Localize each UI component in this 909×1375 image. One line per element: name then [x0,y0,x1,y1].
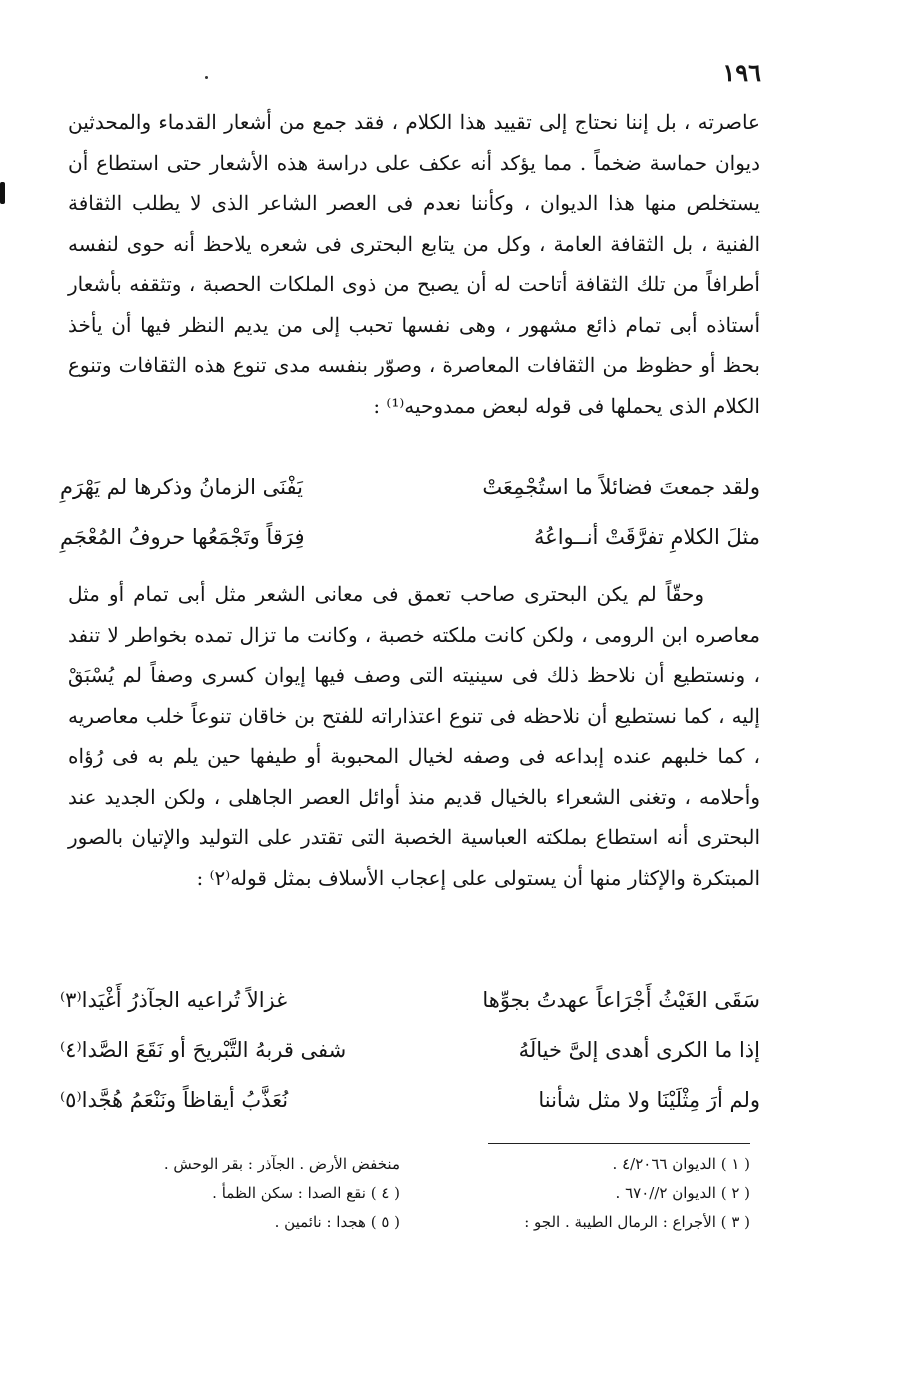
verse-hemistich-second: فِرَقاً وتَجْمَعُها حروفُ المُعْجَمِ [60,525,305,549]
footnote: ( ١ ) الديوان ٤/٢٠٦٦ . [612,1155,750,1173]
footnotes-column-right [420,1150,750,1237]
page-number: ١٩٦ [722,58,761,87]
margin-mark [0,182,5,204]
footnote: ( ٤ ) نقع الصدا : سكن الظمأ . [212,1184,400,1202]
verse-hemistich-second: نُعَذَّبُ أيقاظاً ونَنْعَمُ هُجَّدا⁽٥⁾ [60,1088,289,1112]
verse-line [60,462,760,512]
verse-block-2 [60,975,760,1125]
paragraph-2: وحقّاً لم يكن البحترى صاحب تعمق فى معانى الشعر مثل أبى تمام أو مثل معاصره ابن الرومى ، ولكن كانت ملكته خصبة ، وكانت ما تزال تمده بخواطر لا تنفد ، ونستطيع أن نلاحظ ذلك فى سينيته التى وصف فيها إيوان كسرى وصفاً لم يُسْبَقْ إليه ، كما نستطيع أن نلاحظه فى تنوع اعتذاراته للفتح بن خاقان تنوعاً خلب معاصريه ، كما خلبهم عنده إبداعه فى وصفه لخيال المحبوبة أو طيفها حين يلم به فى رُؤاه وأحلامه ، وتغنى الشعراء بالخيال قديم منذ أوائل العصر الجاهلى ، ولكن الجديد عند البحترى أنه استطاع بملكته العباسية الخصبة التى تقتدر على التوليد والإتيان بالصور المبتكرة والإكثار منها أن يستولى على إعجاب الأسلاف بمثل قوله⁽٢⁾ : [68,582,760,890]
verse-hemistich-first: ولم أرَ مِثْلَيْنَا ولا مثل شأننا [538,1088,760,1112]
footnote: منخفض الأرض . الجآذر : بقر الوحش . [163,1155,400,1173]
verse-hemistich-first: مثلَ الكلامِ تفرَّقَتْ أنــواعُهُ [533,525,760,549]
footnote: ( ٥ ) هجدا : نائمين . [274,1213,400,1231]
print-speck [205,76,208,79]
verse-hemistich-first: إذا ما الكرى أهدى إلىَّ خيالَهُ [518,1038,760,1062]
footnote-divider [488,1143,750,1144]
verse-hemistich-second: غزالاً تُراعيه الجآذرُ أَغْيَدا⁽٣⁾ [60,988,288,1012]
footnotes-column-left [70,1150,400,1237]
verse-line [60,1075,760,1125]
verse-hemistich-second: شفى قربهُ التَّبْريحَ أو نَقَعَ الصَّدا⁽٤⁾ [60,1038,347,1062]
verse-line [60,512,760,562]
verse-line [60,975,760,1025]
footnote: ( ٢ ) الديوان ٢//٦٧٠ . [615,1184,750,1202]
paragraph-1: عاصرته ، بل إننا نحتاج إلى تقييد هذا الكلام ، فقد جمع من أشعار القدماء والمحدثين ديوان حماسة ضخماً . مما يؤكد أنه عكف على دراسة هذه الأشعار حتى استطاع أن يستخلص منها هذا الديوان ، وكأننا نعدم فى العصر الشاعر الذى لا يطلب الثقافة الفنية ، بل الثقافة العامة ، وكل من يتابع البحترى فى شعره يلاحظ أنه حوى لنفسه أطرافاً من تلك الثقافة أتاحت له أن يصبح من ذوى الملكات الحصبة ، وتثقفه بأشعار أستاذه أبى تمام ذائع مشهور ، وهى نفسها تحبب إلى من يديم النظر فيها أن يأخذ بحظ أو حظوظ من الثقافات المعاصرة ، وصوّر بنفسه مدى تنوع هذه الثقافات وتنوع الكلام الذى يحملها فى قوله لبعض ممدوحيه⁽¹⁾ : [68,110,761,418]
verse-block-1 [60,462,760,562]
verse-hemistich-first: سَقَى الغَيْثُ أَجْرَاعاً عهدتُ بجوِّها [482,988,760,1012]
footnote: ( ٣ ) الأجراع : الرمال الطيبة . الجو : [524,1213,750,1231]
verse-line [60,1025,760,1075]
verse-hemistich-second: يَفْنَى الزمانُ وذكرها لم يَهْرَمِ [60,475,303,499]
verse-hemistich-first: ولقد جمعتَ فضائلاً ما استُجْمِعَتْ [482,475,760,499]
